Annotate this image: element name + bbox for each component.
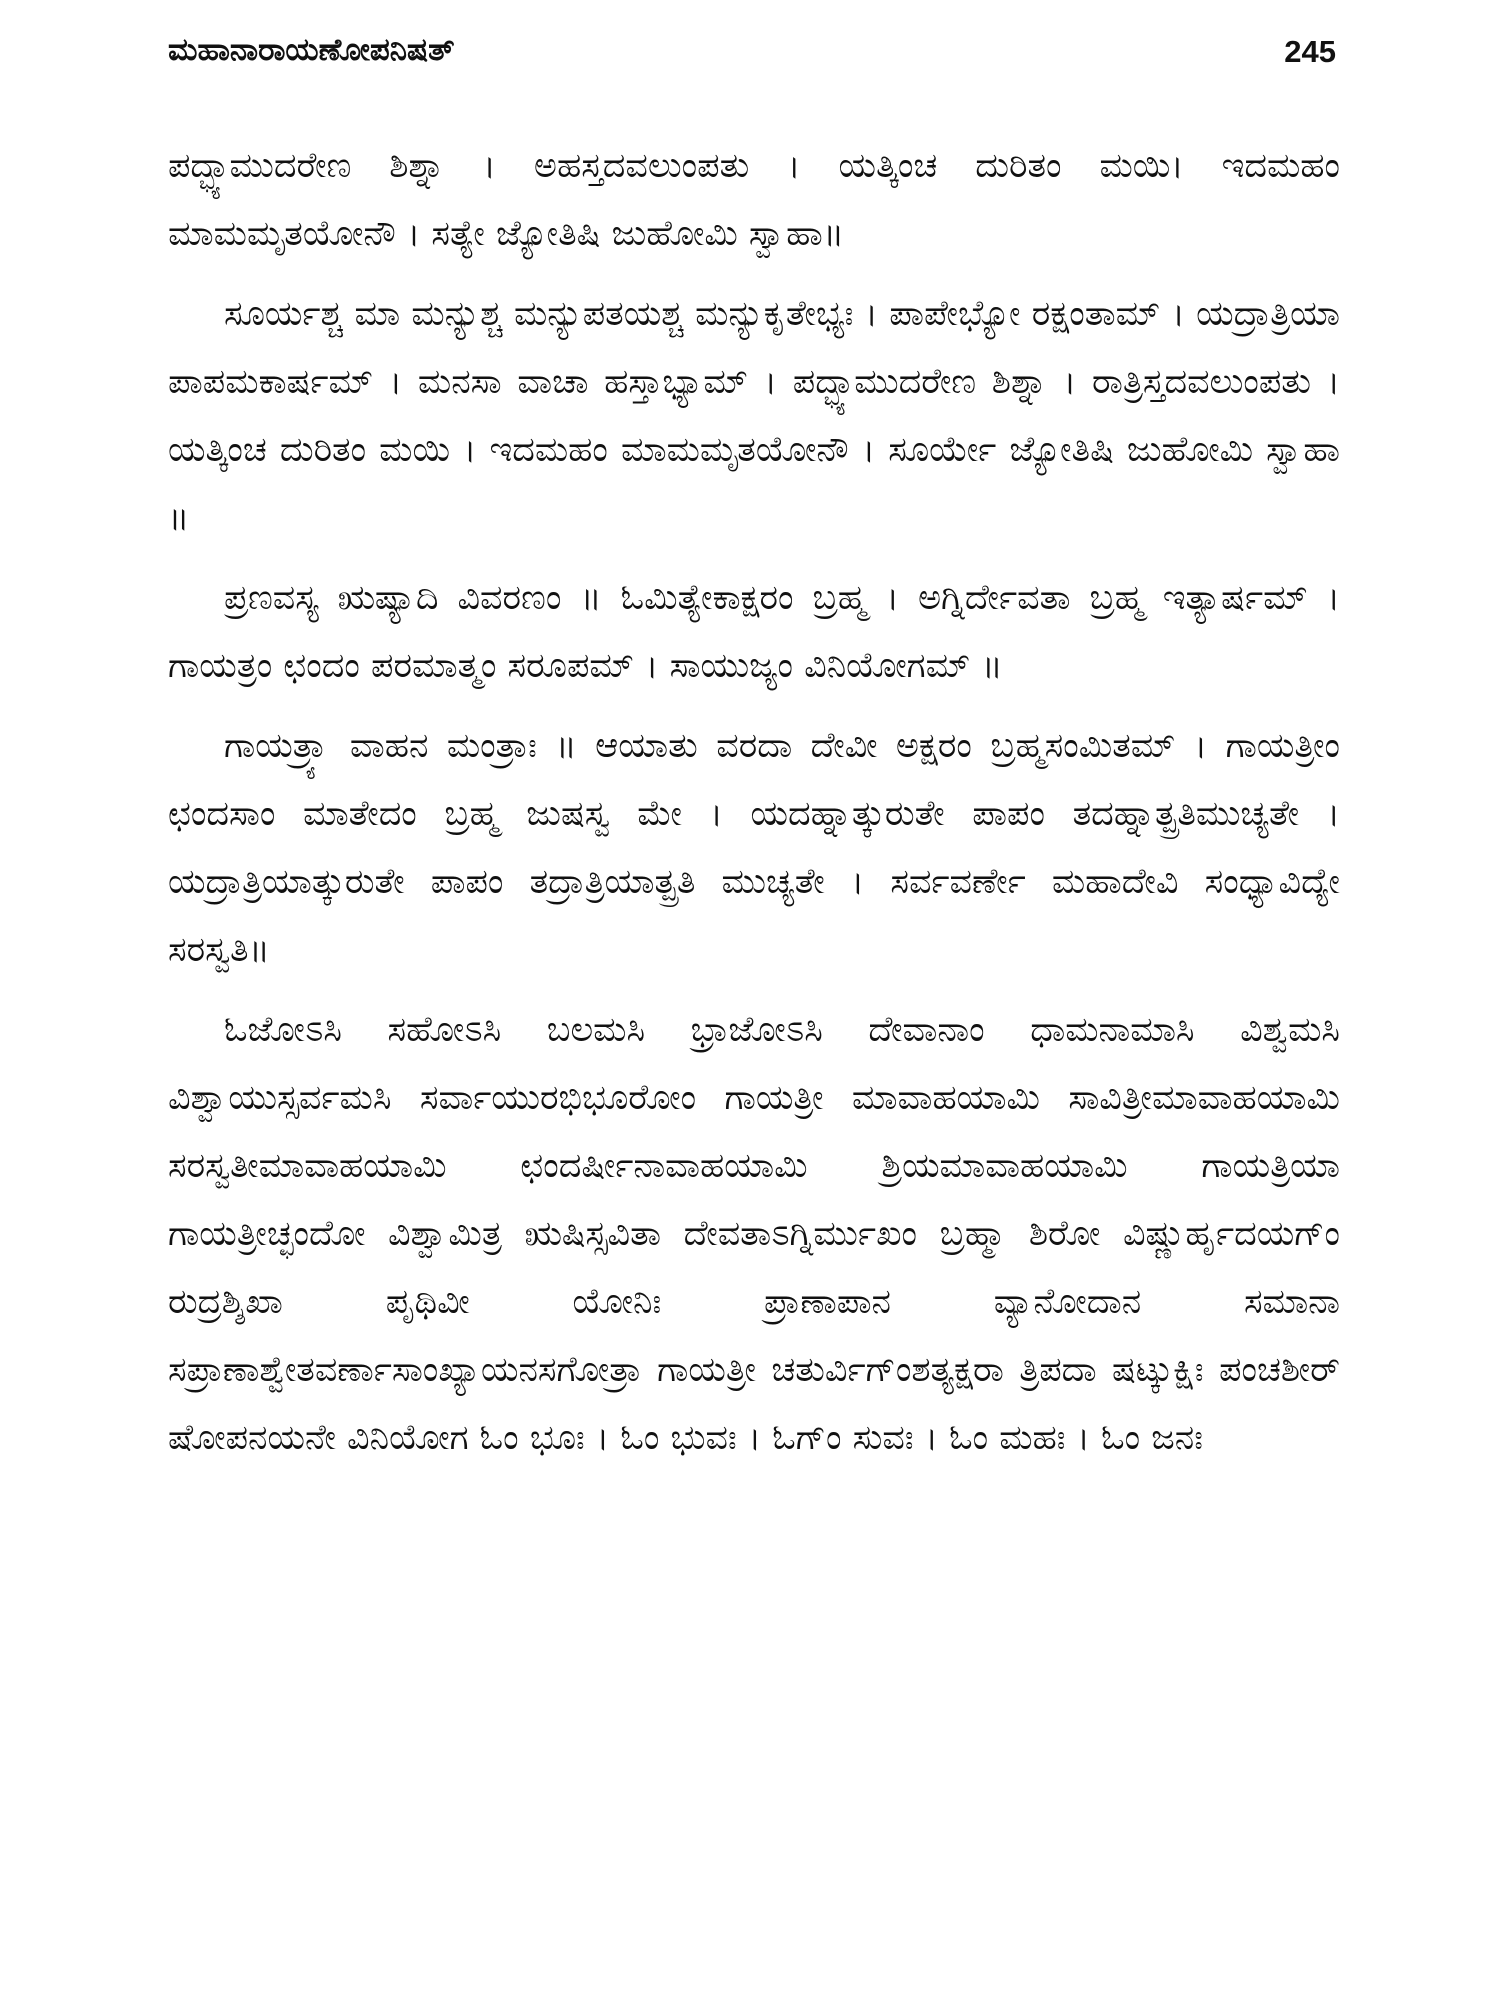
verse-paragraph-5: ಓಜೋಽಸಿ ಸಹೋಽಸಿ ಬಲಮಸಿ ಭ್ರಾಜೋಽಸಿ ದೇವಾನಾಂ ಧಾಮನಾಮಾಸಿ ವಿಶ್ವಮಸಿ ವಿಶ್ವಾಯುಸ್ಸರ್ವಮಸಿ ಸರ್ವಾಯುರಭಿಭೂರೋಂ ಗಾಯತ್ರೀ ಮಾವಾಹಯಾಮಿ ಸಾವಿತ್ರೀಮಾವಾಹಯಾಮಿ ಸರಸ್ವತೀಮಾವಾಹಯಾಮಿ ಛಂದರ್ಷೀನಾವಾಹಯಾಮಿ ಶ್ರಿಯಮಾವಾಹಯಾಮಿ ಗಾಯತ್ರಿಯಾ ಗಾಯತ್ರೀಚ್ಛಂದೋ ವಿಶ್ವಾಮಿತ್ರ ಋಷಿಸ್ಸವಿತಾ ದೇವತಾಽಗ್ನಿರ್ಮುಖಂ ಬ್ರಹ್ಮಾ ಶಿರೋ ವಿಷ್ಣುರ್ಹೃದಯಗ್ಂ ರುದ್ರಶ್ಶಿಖಾ ಪೃಥಿವೀ ಯೋನಿಃ ಪ್ರಾಣಾಪಾನ ವ್ಯಾನೋದಾನ ಸಮಾನಾ ಸಪ್ರಾಣಾಶ್ವೇತವರ್ಣಾಸಾಂಖ್ಯಾಯನಸಗೋತ್ರಾ ಗಾಯತ್ರೀ ಚತುರ್ವಿಗ್ಂಶತ್ಯಕ್ಷರಾ ತ್ರಿಪದಾ ಷಟ್ಕುಕ್ಷಿಃ ಪಂಚಶೀರ್ ಷೋಪನಯನೇ ವಿನಿಯೋಗ ಓಂ ಭೂಃ । ಓಂ ಭುವಃ । ಓಗ್ಂ ಸುವಃ । ಓಂ ಮಹಃ । ಓಂ ಜನಃ (168, 1010, 1340, 1458)
verse-paragraph-2: ಸೂರ್ಯಶ್ಚ ಮಾ ಮನ್ಯುಶ್ಚ ಮನ್ಯುಪತಯಶ್ಚ ಮನ್ಯುಕೃತೇಭ್ಯಃ । ಪಾಪೇಭ್ಯೋ ರಕ್ಷಂತಾಮ್ । ಯದ್ರಾತ್ರಿಯಾ ಪಾಪಮಕಾರ್ಷಮ್ । ಮನಸಾ ವಾಚಾ ಹಸ್ತಾಭ್ಯಾಮ್ । ಪದ್ಭ್ಯಾಮುದರೇಣ ಶಿಶ್ನಾ । ರಾತ್ರಿಸ್ತದವಲುಂಪತು । ಯತ್ಕಿಂಚ ದುರಿತಂ ಮಯಿ । ಇದಮಹಂ ಮಾಮಮೃತಯೋನೌ । ಸೂರ್ಯೇ ಜ್ಯೋತಿಷಿ ಜುಹೋಮಿ ಸ್ವಾಹಾ ॥ (168, 294, 1340, 538)
verse-paragraph-4: ಗಾಯತ್ರ್ಯಾ ವಾಹನ ಮಂತ್ರಾಃ ॥ ಆಯಾತು ವರದಾ ದೇವೀ ಅಕ್ಷರಂ ಬ್ರಹ್ಮಸಂಮಿತಮ್ । ಗಾಯತ್ರೀಂ ಛಂದಸಾಂ ಮಾತೇದಂ ಬ್ರಹ್ಮ ಜುಷಸ್ವ ಮೇ । ಯದಹ್ನಾತ್ಕುರುತೇ ಪಾಪಂ ತದಹ್ನಾತ್ಪ್ರತಿಮುಚ್ಯತೇ । ಯದ್ರಾತ್ರಿಯಾತ್ಕುರುತೇ ಪಾಪಂ ತದ್ರಾತ್ರಿಯಾತ್ಪ್ರತಿ ಮುಚ್ಯತೇ । ಸರ್ವವರ್ಣೇ ಮಹಾದೇವಿ ಸಂಧ್ಯಾವಿದ್ಯೇ ಸರಸ್ವತಿ॥ (168, 726, 1340, 970)
running-header (168, 30, 1336, 86)
verse-paragraph-1: ಪದ್ಭ್ಯಾಮುದರೇಣ ಶಿಶ್ನಾ । ಅಹಸ್ತದವಲುಂಪತು । ಯತ್ಕಿಂಚ ದುರಿತಂ ಮಯಿ। ಇದಮಹಂ ಮಾಮಮೃತಯೋನೌ । ಸತ್ಯೇ ಜ್ಯೋತಿಷಿ ಜುಹೋಮಿ ಸ್ವಾಹಾ॥ (168, 146, 1340, 254)
body-text (168, 132, 1340, 1472)
page-number: 245 (1284, 34, 1336, 69)
verse-paragraph-3: ಪ್ರಣವಸ್ಯ ಋಷ್ಯಾದಿ ವಿವರಣಂ ॥ ಓಮಿತ್ಯೇಕಾಕ್ಷರಂ ಬ್ರಹ್ಮ । ಅಗ್ನಿರ್ದೇವತಾ ಬ್ರಹ್ಮ ಇತ್ಯಾರ್ಷಮ್ । ಗಾಯತ್ರಂ ಛಂದಂ ಪರಮಾತ್ಮಂ ಸರೂಪಮ್ । ಸಾಯುಜ್ಯಂ ವಿನಿಯೋಗಮ್ ॥ (168, 578, 1340, 686)
header-title: ಮಹಾನಾರಾಯಣೋಪನಿಷತ್ (168, 32, 455, 68)
